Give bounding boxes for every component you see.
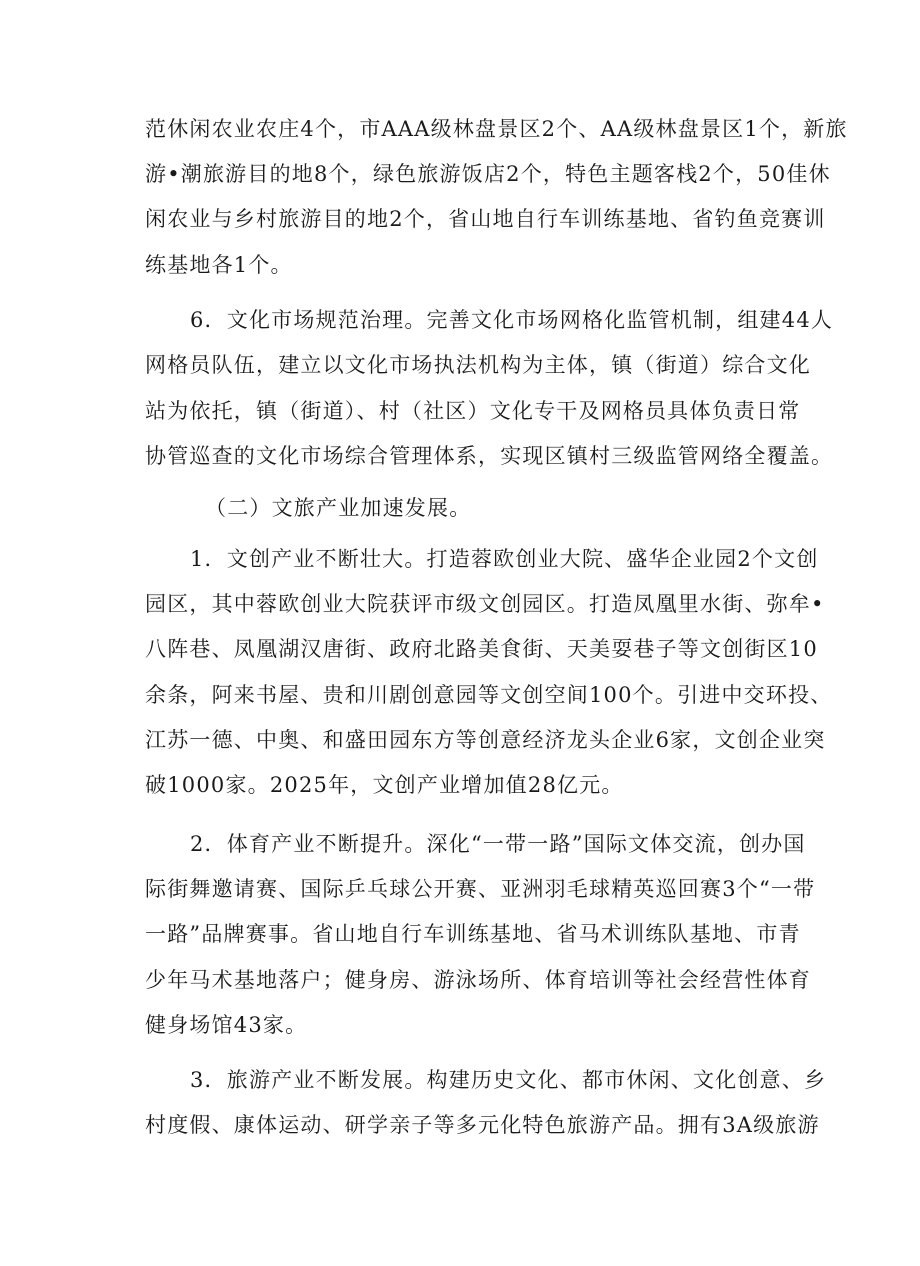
- paragraph-heading-line: 3．旅游产业不断发展。构建历史文化、都市休闲、文化创意、乡: [190, 1068, 827, 1092]
- section-heading: （二）文旅产业加速发展。: [205, 496, 472, 520]
- text-line: 游•潮旅游目的地8个，绿色旅游饭店2个，特色主题客栈2个，50佳休: [145, 162, 831, 186]
- text-line: 八阵巷、凤凰湖汉唐街、政府北路美食街、天美耍巷子等文创街区10: [145, 637, 818, 661]
- text-line: 园区，其中蓉欧创业大院获评市级文创园区。打造凤凰里水街、弥牟•: [145, 592, 825, 616]
- text-line: 范休闲农业农庄4个，市AAA级林盘景区2个、AA级林盘景区1个，新旅: [145, 117, 848, 141]
- paragraph-heading-line: 2．体育产业不断提升。深化“一带一路”国际文体交流，创办国: [190, 832, 806, 856]
- text-line: 网格员队伍，建立以文化市场执法机构为主体，镇（街道）综合文化: [145, 353, 811, 377]
- text-line: 江苏一德、中奥、和盛田园东方等创意经济龙头企业6家，文创企业突: [145, 728, 826, 752]
- text-line: 协管巡查的文化市场综合管理体系，实现区镇村三级监管网络全覆盖。: [145, 444, 834, 468]
- text-line: 练基地各1个。: [145, 253, 293, 277]
- text-line: 一路”品牌赛事。省山地自行车训练基地、省马术训练队基地、市青: [145, 922, 801, 946]
- text-line: 余条，阿来书屋、贵和川剧创意园等文创空间100个。引进中交环投、: [145, 683, 833, 707]
- text-line: 闲农业与乡村旅游目的地2个，省山地自行车训练基地、省钓鱼竞赛训: [145, 207, 826, 231]
- paragraph-heading-line: 1．文创产业不断壮大。打造蓉欧创业大院、盛华企业园2个文创: [190, 547, 819, 571]
- text-line: 健身场馆43家。: [145, 1013, 308, 1037]
- text-line: 际街舞邀请赛、国际乒乓球公开赛、亚洲羽毛球精英巡回赛3个“一带: [145, 877, 816, 901]
- text-line: 站为依托，镇（街道）、村（社区）文化专干及网格员具体负责日常: [145, 399, 801, 423]
- text-line: 村度假、康体运动、研学亲子等多元化特色旅游产品。拥有3A级旅游: [145, 1113, 820, 1137]
- text-line: 破1000家。2025年，文创产业增加值28亿元。: [145, 773, 624, 797]
- paragraph-heading-line: 6．文化市场规范治理。完善文化市场网格化监管机制，组建44人: [190, 308, 834, 332]
- text-line: 少年马术基地落户；健身房、游泳场所、体育培训等社会经营性体育: [145, 968, 811, 992]
